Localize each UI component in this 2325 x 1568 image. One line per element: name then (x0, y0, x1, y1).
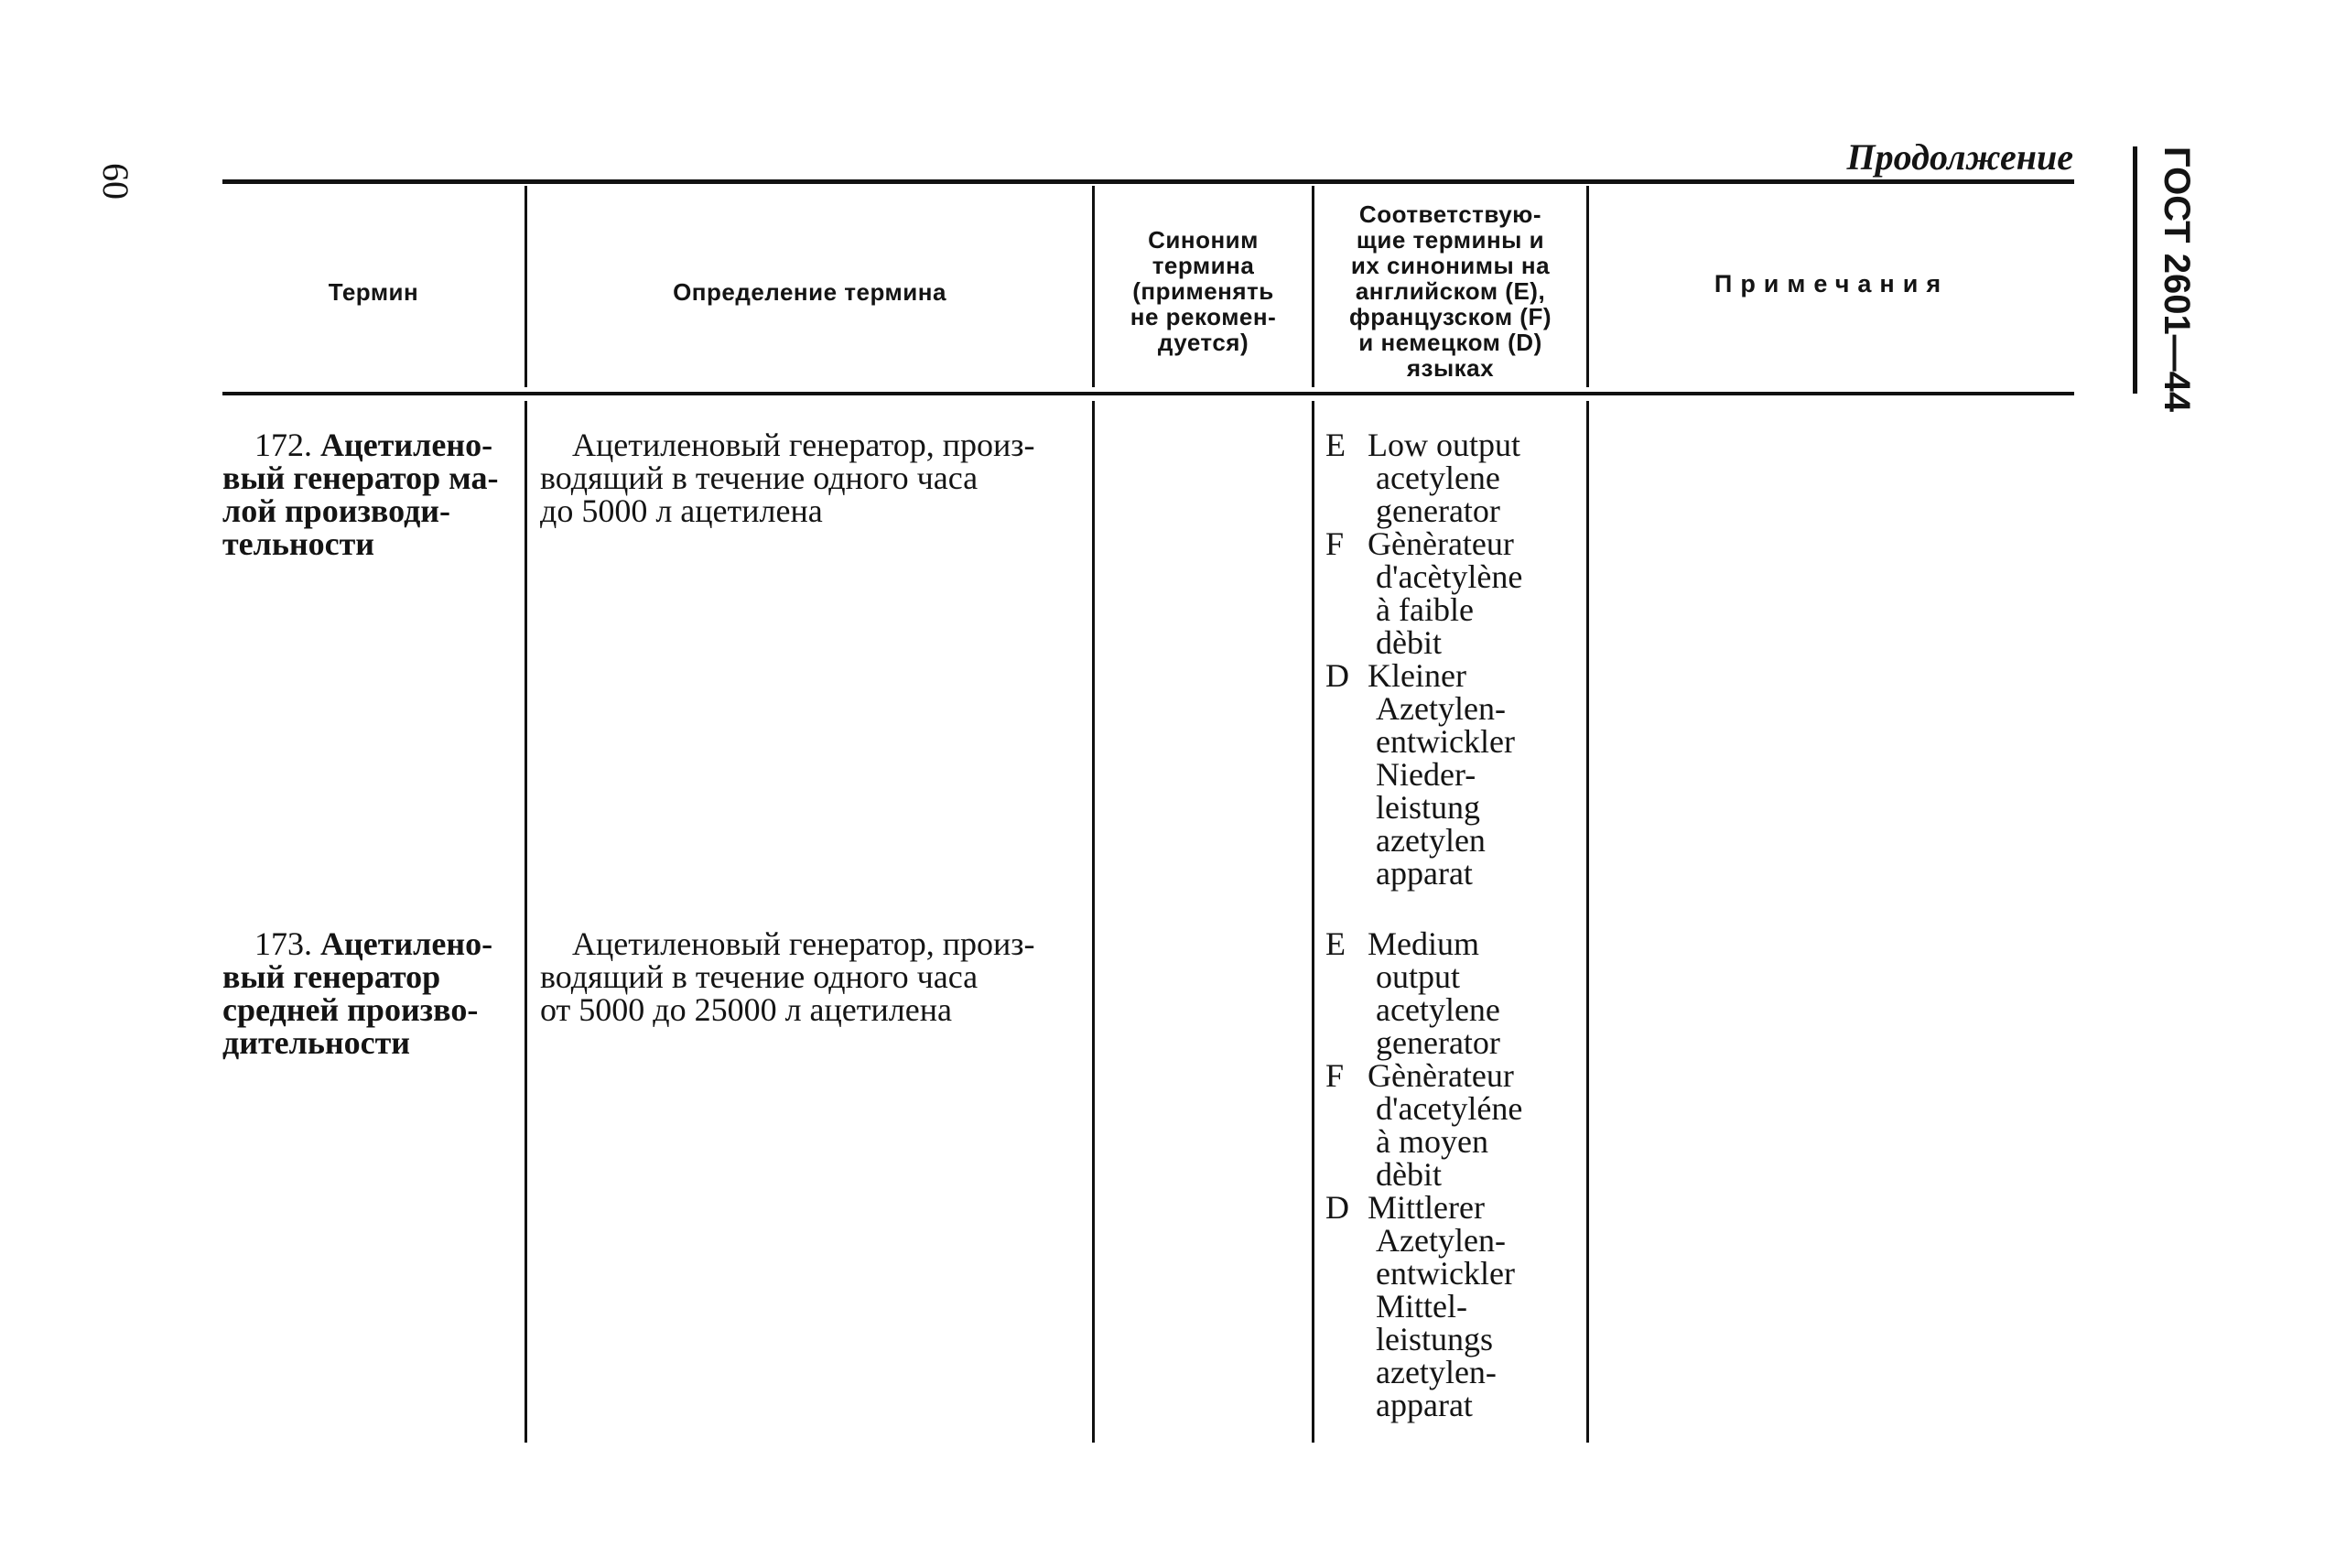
translation-line (1325, 461, 1582, 494)
translation-line (1325, 1356, 1582, 1389)
translation-line (1325, 927, 1582, 960)
translation-line (1325, 1092, 1582, 1125)
column-divider (1312, 401, 1314, 1443)
header-bottom-rule (222, 392, 2074, 395)
term-text: дительности (222, 1024, 410, 1061)
language-prefix: D (1325, 657, 1349, 694)
table-top-rule (222, 179, 2074, 184)
translation-line (1325, 692, 1582, 725)
translations-cell (1325, 927, 1582, 1422)
language-prefix: D (1325, 1189, 1349, 1226)
translation-line (1325, 428, 1582, 461)
translation-text: Gènèrateur (1368, 525, 1514, 562)
definition-line: Ацетиленовый генератор, произ- (572, 925, 1035, 962)
page-number: 60 (95, 163, 136, 200)
translation-text: Gènèrateur (1368, 1057, 1514, 1094)
language-prefix: F (1325, 1057, 1345, 1094)
translation-line (1325, 1158, 1582, 1191)
translation-line (1325, 1224, 1582, 1257)
translation-line (1325, 1290, 1582, 1323)
translation-text: à moyen (1376, 1123, 1488, 1160)
term-text: вый генератор (222, 958, 441, 995)
translation-text: entwickler (1376, 1255, 1515, 1292)
continuation-label: Продолжение (1846, 136, 2073, 178)
translation-line (1325, 857, 1582, 890)
term-text: Ацетилено- (320, 427, 493, 463)
translation-line (1325, 960, 1582, 993)
term-text: средней произво- (222, 991, 479, 1028)
language-prefix: E (1325, 427, 1346, 463)
translation-text: Mittel- (1376, 1288, 1467, 1325)
translation-text: d'acètylène (1376, 558, 1523, 595)
translation-text: Azetylen- (1376, 1222, 1506, 1259)
translation-text: dèbit (1376, 624, 1442, 661)
translation-line (1325, 1323, 1582, 1356)
translation-line (1325, 494, 1582, 527)
translation-line (1325, 791, 1582, 824)
term-cell (222, 927, 514, 1059)
translation-line (1325, 593, 1582, 626)
translation-text: Low output (1368, 427, 1520, 463)
term-number: 173. (254, 925, 312, 962)
header-notes: Примечания (1714, 270, 1950, 297)
gost-side-rule (2133, 146, 2148, 394)
column-divider (524, 401, 527, 1443)
definition-cell (540, 428, 1076, 527)
translation-text: azetylen (1376, 822, 1486, 859)
header-synonym: Синоним термина (применять не рекомен- дуется) (1130, 226, 1277, 356)
translation-text: dèbit (1376, 1156, 1442, 1193)
translation-text: leistungs (1376, 1321, 1494, 1357)
definition-line: водящий в течение одного часа (540, 460, 979, 496)
translation-line (1325, 626, 1582, 659)
language-prefix: E (1325, 925, 1346, 962)
translation-line (1325, 1389, 1582, 1422)
translation-line (1325, 1059, 1582, 1092)
translation-text: entwickler (1376, 723, 1515, 760)
translation-line (1325, 1191, 1582, 1224)
definition-line: до 5000 л ацетилена (540, 492, 823, 529)
translation-text: Azetylen- (1376, 690, 1506, 727)
translations-cell (1325, 428, 1582, 890)
column-divider (1092, 401, 1095, 1443)
translation-text: azetylen- (1376, 1354, 1497, 1390)
translation-line (1325, 1026, 1582, 1059)
header-term: Термин (328, 278, 419, 306)
definition-line: водящий в течение одного часа (540, 958, 979, 995)
column-divider (1586, 401, 1589, 1443)
translation-text: à faible (1376, 591, 1474, 628)
term-text: лой производи- (222, 492, 451, 529)
translation-text: d'acetyléne (1376, 1090, 1523, 1127)
translation-text: apparat (1376, 1387, 1473, 1423)
definition-line: Ацетиленовый генератор, произ- (572, 427, 1035, 463)
translation-text: Nieder- (1376, 756, 1476, 793)
header-translations: Соответствую- щие термины и их синонимы на английском (E), французском (F) и немецком (D) языках (1349, 200, 1552, 382)
translation-text: leistung (1376, 789, 1480, 826)
translation-text: acetylene (1376, 991, 1500, 1028)
header-definition: Определение термина (673, 278, 946, 306)
translation-line (1325, 758, 1582, 791)
translation-line (1325, 560, 1582, 593)
translation-line (1325, 1125, 1582, 1158)
translation-text: generator (1376, 1024, 1500, 1061)
translation-text: Mittlerer (1368, 1189, 1485, 1226)
term-text: Ацетилено- (320, 925, 493, 962)
translation-text: acetylene (1376, 460, 1500, 496)
language-prefix: F (1325, 525, 1345, 562)
definition-cell (540, 927, 1076, 1026)
translation-line (1325, 725, 1582, 758)
term-cell (222, 428, 514, 560)
translation-line (1325, 659, 1582, 692)
translation-text: apparat (1376, 855, 1473, 892)
translation-line (1325, 993, 1582, 1026)
translation-text: Medium (1368, 925, 1479, 962)
translation-line (1325, 1257, 1582, 1290)
translation-text: Kleiner (1368, 657, 1466, 694)
translation-line (1325, 824, 1582, 857)
translation-text: generator (1376, 492, 1500, 529)
term-text: вый генератор ма- (222, 460, 499, 496)
term-text: тельности (222, 525, 375, 562)
gost-label: ГОСТ 2601—44 (2157, 146, 2197, 413)
definition-line: от 5000 до 25000 л ацетилена (540, 991, 952, 1028)
translation-line (1325, 527, 1582, 560)
term-number: 172. (254, 427, 312, 463)
translation-text: output (1376, 958, 1461, 995)
